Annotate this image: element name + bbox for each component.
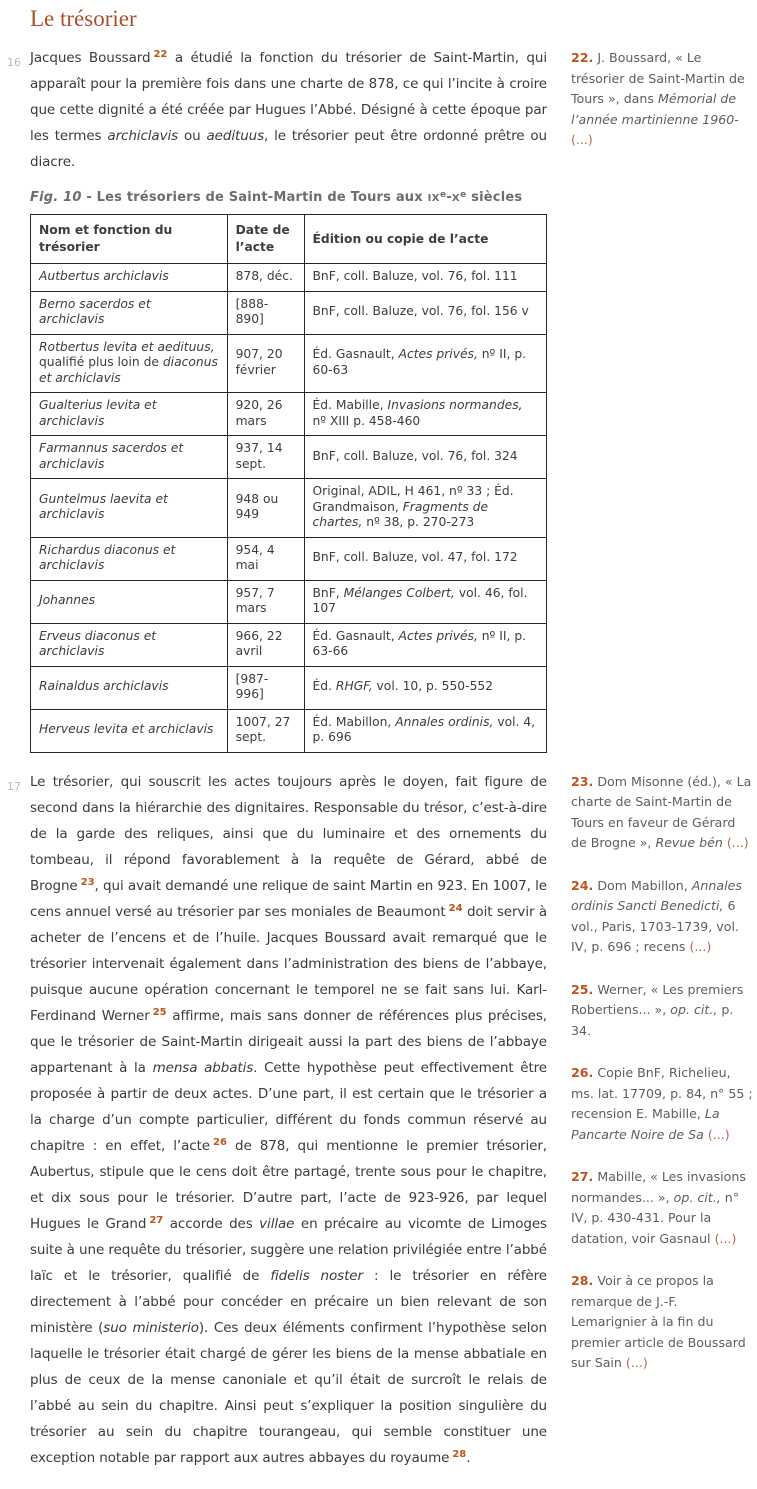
text-run: Gualterius levita et archiclavis (39, 398, 157, 428)
text-run: BnF, coll. Baluze, vol. 47, fol. 172 (312, 550, 518, 565)
paragraph-16 (7, 45, 547, 175)
text-run: affirme, mais sans donner de références plus précises, que le trésorier de Saint-Martin dirigeait aussi la part des biens de l’abbaye appartenant à la (30, 1007, 547, 1076)
text-run: Revue bén (655, 835, 723, 850)
text-run: p. 34. (571, 1002, 734, 1038)
text-run: n° IV, p. 430-431. Pour la datation, voir Gasnaul (571, 1189, 740, 1246)
footnote-27 (571, 1167, 755, 1249)
text-run: J. Boussard, « Le trésorier de Saint-Martin de Tours », dans (571, 50, 745, 106)
text-run: Invasions normandes, (387, 398, 523, 412)
footnote-24 (571, 876, 755, 958)
col-header-date: Date de l’acte (227, 215, 304, 264)
text-run: Rainaldus archiclavis (39, 679, 169, 694)
main-block-bottom (8, 769, 547, 1471)
edition-cell (304, 291, 547, 334)
text-run: Actes privés, (398, 628, 478, 643)
text-run: archiclavis (107, 128, 179, 144)
act-date-cell (227, 393, 304, 436)
text-run: Erveus diaconus et archiclavis (39, 628, 157, 658)
text-run: 6 vol., Paris, 1703-1739, vol. IV, p. 696 ; recens (571, 898, 739, 954)
note-expand-link[interactable]: (...) (707, 1126, 730, 1142)
text-run: de 878, qui mentionne le premier trésorier, Aubertus, stipule que le cens doit être partagé, trente sous pour le chapitre, et dix sous pour le trésorier. D’autre part, l’acte de 923-926, par lequel Hugues le Grand (30, 1137, 547, 1232)
text-run: Dom Mabillon, (597, 877, 692, 893)
text-run: Mabille, « Les invasions normandes... », (571, 1169, 746, 1205)
text-run: en précaire au vicomte de Limoges suite à une requête du trésorier, suggère une relation privilégiée entre l’abbé laïc et le trésorier, qualifié de (30, 1215, 547, 1284)
treasurer-name-cell (31, 709, 228, 752)
treasurer-name-cell (31, 264, 228, 292)
edition-cell (304, 264, 547, 292)
text-run: mensa abbatis (152, 1059, 254, 1076)
text-run: . (466, 1449, 471, 1466)
treasurer-name-cell (31, 580, 228, 623)
text-run: villae (259, 1215, 295, 1232)
table-row (31, 334, 547, 393)
treasurer-name-cell (31, 537, 228, 580)
text-run: Dom Misonne (éd.), « La charte de Saint-Martin de Tours en faveur de Gérard de Brogne », (571, 773, 752, 850)
text-run: BnF, (312, 585, 344, 600)
paragraph-number: 16 (7, 56, 21, 69)
act-date-cell (227, 623, 304, 666)
text-run: nº II, p. 60-63 (312, 347, 527, 377)
table-row (31, 436, 547, 479)
text-run: Le trésorier, qui souscrit les actes toujours après le doyen, fait figure de second dans la hiérarchie des dignitaires. Responsable du trésor, c’est-à-dire de la garde des reliques, ainsi que du luminaire et des ornements du tombeau, il répond favorablement à la requête de Gérard, abbé de Brogne (30, 773, 547, 894)
note-number: 22. (571, 50, 594, 65)
act-date-cell (227, 291, 304, 334)
text-run: 937, 14 sept. (235, 441, 283, 471)
text-run: ). Ces deux éléments confirment l’hypothèse selon laquelle le trésorier était chargé de gérer les biens de la mense abbatiale en plus de ceux de la mense canoniale et qu’il était de surcroît le relais de l’abbé au sein du chapitre. Ainsi peut s’expliquer la position singulière du trésorier au sein du chapitre tourangeau, qui semble constituer une exception notable par rapport aux autres abbayes du royaume (30, 1319, 547, 1466)
act-date-cell (227, 537, 304, 580)
text-run: Jacques Boussard (30, 50, 151, 66)
footnote-ref-23[interactable]: 23 (80, 876, 95, 888)
text-run: 957, 7 mars (235, 585, 275, 615)
text-run: 920, 26 mars (235, 398, 283, 428)
text-run: nº II, p. 63-66 (312, 628, 527, 658)
text-run: Original, ADIL, H 461, nº 33 ; Éd. Grandmaison, (312, 484, 514, 514)
text-run: La Pancarte Noire de Sa (571, 1106, 720, 1142)
text-run: BnF, coll. Baluze, vol. 76, fol. 156 v (312, 304, 529, 319)
text-run: Mélanges Colbert, (343, 585, 455, 600)
text-run: - (446, 190, 452, 205)
note-number: 26. (571, 1065, 594, 1080)
text-run: aedituus (206, 128, 265, 144)
act-date-cell (227, 264, 304, 292)
paragraph-text (30, 50, 547, 170)
edition-cell (304, 537, 547, 580)
text-run: [987-996] (235, 671, 269, 701)
edition-cell (304, 334, 547, 393)
footnote-ref-24[interactable]: 24 (448, 902, 463, 914)
treasurer-name-cell (31, 666, 228, 709)
text-run: - Les trésoriers de Saint-Martin de Tours aux (81, 190, 428, 205)
text-run: vol. 4, p. 696 (312, 714, 536, 744)
text-run: Johannes (39, 593, 96, 608)
table-row (31, 537, 547, 580)
act-date-cell (227, 666, 304, 709)
text-run: Farmannus sacerdos et archiclavis (39, 441, 184, 471)
text-run: Annales ordinis Sancti Benedicti, (571, 877, 742, 913)
text-run: e (460, 190, 467, 200)
text-run: e (440, 190, 447, 200)
text-run: Annales ordinis, (395, 714, 494, 729)
table-header-row (31, 215, 547, 264)
paragraph-17 (7, 769, 547, 1471)
figure-10 (30, 190, 547, 753)
treasurer-name-cell (31, 291, 228, 334)
text-run: 954, 4 mai (235, 542, 275, 572)
note-number: 28. (571, 1273, 594, 1288)
note-number: 23. (571, 773, 594, 789)
edition-cell (304, 623, 547, 666)
text-run: 948 ou 949 (235, 491, 279, 522)
text-run: Éd. Gasnault, (312, 628, 399, 643)
text-run: IX (427, 193, 440, 204)
sidenotes-bottom (571, 769, 755, 1396)
footnote-ref-27[interactable]: 27 (149, 1214, 164, 1226)
table-body (31, 264, 547, 753)
paragraph-text (30, 774, 547, 1466)
treasurers-table (30, 214, 547, 753)
text-run: nº 38, p. 270-273 (362, 515, 475, 529)
note-number: 27. (571, 1169, 594, 1184)
footnote-28 (571, 1271, 755, 1374)
text-run: Voir à ce propos la remarque de J.-F. Lemarignier à la fin du premier article de Boussard sur Sain (571, 1273, 746, 1370)
footnote-22 (571, 48, 755, 151)
footnote-ref-26[interactable]: 26 (212, 1136, 227, 1148)
footnote-ref-28[interactable]: 28 (452, 1448, 467, 1460)
act-date-cell (227, 580, 304, 623)
table-row (31, 709, 547, 752)
text-run: doit servir à acheter de l’encens et de l’huile. Jacques Boussard avait remarqué que le trésorier intervenait également dans l’administration des biens de l’abbaye, puisque aucune opération concernant le temporel ne se fait sans lui. Karl-Ferdinand Werner (30, 903, 547, 1024)
table-row (31, 479, 547, 538)
text-run: Éd. (312, 679, 336, 694)
note-expand-link[interactable]: (...) (689, 939, 712, 954)
text-run: BnF, coll. Baluze, vol. 76, fol. 324 (312, 448, 518, 463)
text-run: Berno sacerdos et archiclavis (39, 296, 151, 326)
text-run: vol. 10, p. 550-552 (372, 679, 494, 694)
edition-cell (304, 666, 547, 709)
treasurer-name-cell (31, 393, 228, 436)
text-run: siècles (466, 190, 523, 205)
footnote-ref-25[interactable]: 25 (152, 1006, 167, 1018)
text-run: Actes privés, (398, 347, 478, 362)
note-number: 24. (571, 877, 594, 893)
edition-cell (304, 393, 547, 436)
text-run: Herveus levita et archiclavis (39, 722, 214, 737)
edition-cell (304, 479, 547, 538)
text-run: Rotbertus levita et aedituus, (39, 339, 215, 354)
text-run: Éd. Mabillon, (312, 714, 396, 729)
note-expand-link[interactable]: (...) (625, 1355, 648, 1370)
footnote-26 (571, 1063, 755, 1145)
text-run: accorde des (163, 1215, 260, 1232)
act-date-cell (227, 436, 304, 479)
text-run: , le trésorier peut être ordonné prêtre ou diacre. (30, 128, 547, 170)
footnote-23 (571, 772, 755, 854)
text-run: diaconus et archiclavis (39, 355, 218, 385)
table-row (31, 666, 547, 709)
text-run: BnF, coll. Baluze, vol. 76, fol. 111 (312, 269, 518, 283)
note-expand-link[interactable]: (...) (571, 132, 593, 147)
paragraph-number: 17 (7, 779, 21, 793)
edition-cell (304, 580, 547, 623)
table-row (31, 623, 547, 666)
text-run: Copie BnF, Richelieu, ms. lat. 17709, p. 84, n° 55 ; recension E. Mabille, (571, 1065, 753, 1121)
act-date-cell (227, 334, 304, 393)
text-run: Fig. 10 (30, 190, 82, 205)
note-expand-link[interactable]: (...) (726, 835, 749, 850)
text-run: Éd. Mabille, (312, 398, 388, 412)
text-run: Werner, « Les premiers Robertiens... », (571, 981, 744, 1017)
text-run: op. cit., (673, 1189, 721, 1205)
text-run: Éd. Gasnault, (312, 347, 399, 362)
figure-caption (30, 190, 547, 205)
text-run: Guntelmus laevita et archiclavis (39, 491, 168, 522)
note-expand-link[interactable]: (...) (714, 1230, 737, 1246)
footnote-25 (571, 980, 755, 1042)
edition-cell (304, 709, 547, 752)
text-run: : le trésorier en réfère directement à l’abbé pour concéder en précaire un bien relevant de son ministère ( (30, 1267, 547, 1336)
text-run: qualifié plus loin de (39, 355, 163, 369)
text-run: suo ministerio (103, 1319, 199, 1336)
col-header-edition: Édition ou copie de l’acte (304, 215, 547, 264)
table-row (31, 291, 547, 334)
text-run: fidelis noster (270, 1267, 363, 1284)
text-run: Richardus diaconus et archiclavis (39, 542, 176, 572)
text-run: op. cit., (670, 1002, 718, 1017)
table-row (31, 580, 547, 623)
text-run: X (451, 193, 461, 204)
text-run: 966, 22 avril (235, 628, 283, 658)
note-number: 25. (571, 981, 594, 997)
text-run: Mémorial de l’année martinienne 1960- (571, 91, 739, 127)
col-header-name: Nom et fonction du trésorier (31, 215, 228, 264)
text-run: Fragments de chartes, (312, 499, 489, 529)
sidenotes-top (571, 45, 755, 173)
act-date-cell (227, 479, 304, 538)
table-row (31, 264, 547, 292)
treasurer-name-cell (31, 479, 228, 538)
section-title: Le trésorier (30, 6, 137, 31)
footnote-ref-22[interactable]: 22 (153, 49, 168, 60)
text-run: 1007, 27 sept. (235, 714, 291, 744)
treasurer-name-cell (31, 334, 228, 393)
content-layout (8, 45, 755, 1471)
text-run: 907, 20 février (235, 347, 283, 377)
treasurer-name-cell (31, 623, 228, 666)
text-run: a étudié la fonction du trésorier de Saint-Martin, qui apparaît pour la première fois dans une charte de 878, ce qui l’incite à croire que cette dignité a été créée par Hugues l’Abbé. Désigné à cette époque par les termes (30, 50, 547, 144)
text-run: RHGF, (335, 679, 373, 694)
main-block-top (8, 45, 547, 769)
text-run: ou (178, 128, 207, 144)
edition-cell (304, 436, 547, 479)
text-run: Autbertus archiclavis (39, 269, 169, 283)
text-run: [888-890] (235, 296, 269, 326)
treasurer-name-cell (31, 436, 228, 479)
table-row (31, 393, 547, 436)
text-run: . Cette hypothèse peut effectivement être proposée à partir de deux actes. D’une part, il est certain que le trésorier a la charge d’un compte particulier, différent du fonds commun réservé au chapitre : en effet, l’acte (30, 1059, 547, 1154)
act-date-cell (227, 709, 304, 752)
text-run: , qui avait demandé une relique de saint Martin en 923. En 1007, le cens annuel versé au trésorier par ses moniales de Beaumont (30, 877, 547, 920)
text-run: 878, déc. (235, 269, 293, 283)
text-run: nº XIII p. 458-460 (312, 413, 421, 428)
text-run: vol. 46, fol. 107 (312, 585, 528, 615)
